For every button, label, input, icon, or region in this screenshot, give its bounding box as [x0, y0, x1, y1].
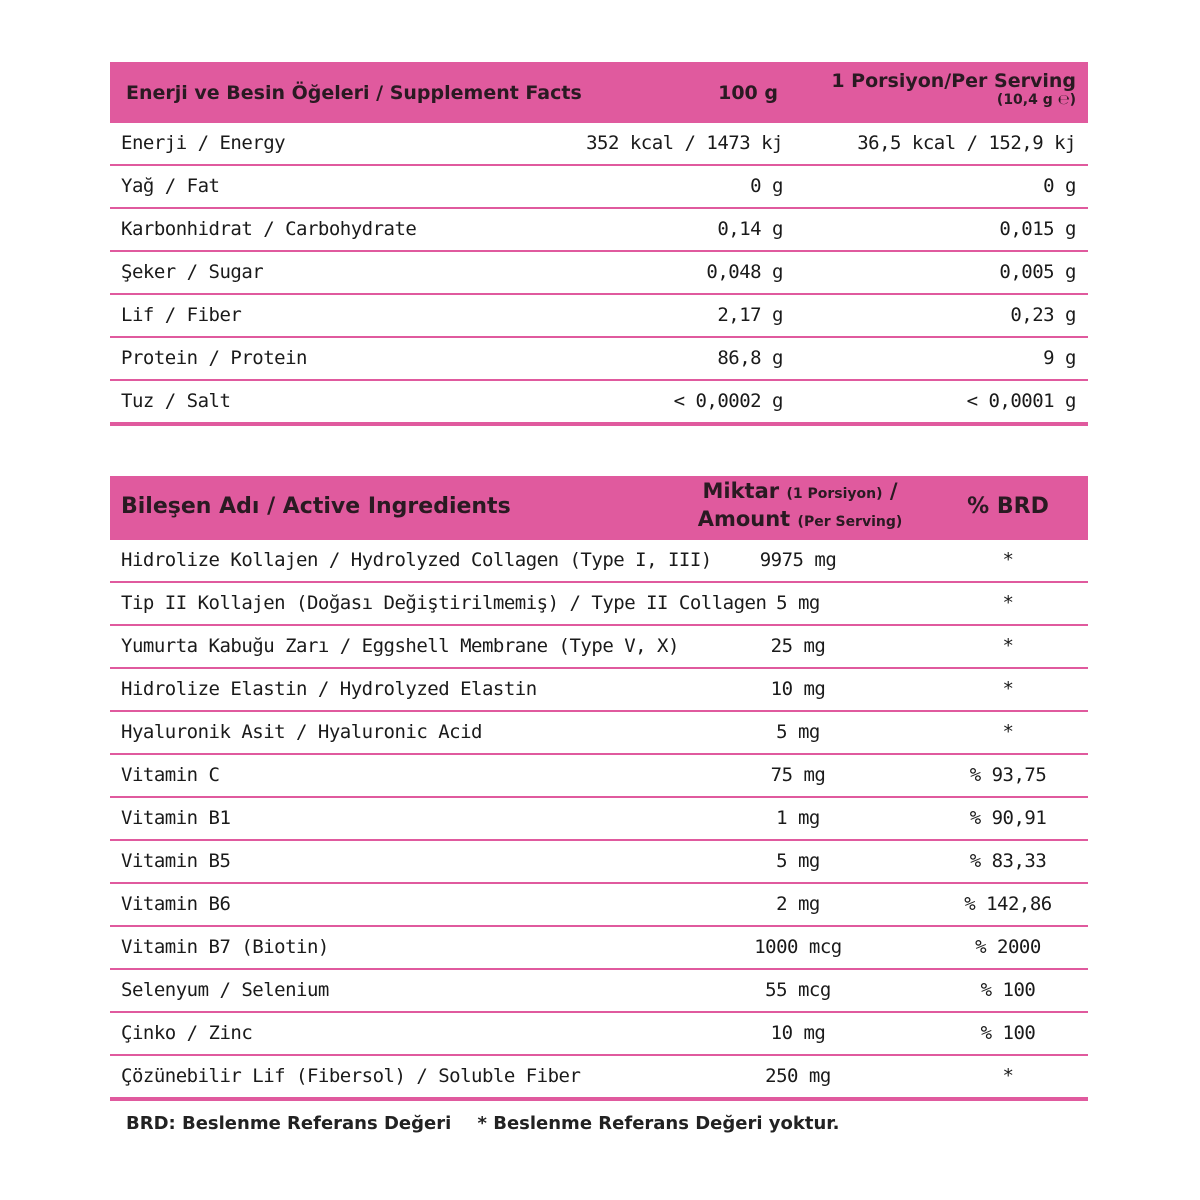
value-per-100g: 2,17 g	[717, 304, 783, 326]
header-amount	[680, 479, 920, 531]
nutrient-name: Enerji / Energy	[121, 132, 286, 154]
ingredient-brd: % 93,75	[969, 764, 1047, 786]
ingredient-brd: % 2000	[975, 936, 1041, 958]
ingredient-name: Çözünebilir Lif (Fibersol) / Soluble Fiber	[121, 1065, 581, 1087]
value-per-100g: 0 g	[750, 175, 783, 197]
ingredient-amount: 2 mg	[776, 893, 820, 915]
header-per-serving-title: 1 Porsiyon/Per Serving	[831, 70, 1076, 92]
value-per-100g: 352 kcal / 1473 kj	[586, 132, 783, 154]
ingredient-amount: 25 mg	[770, 635, 826, 657]
ingredient-amount: 250 mg	[765, 1065, 831, 1087]
header-amount-miktar: Miktar	[702, 479, 780, 503]
table-row	[110, 669, 1088, 712]
header-100g: 100 g	[718, 82, 778, 104]
nutrient-name: Lif / Fiber	[121, 304, 242, 326]
nutrient-name: Tuz / Salt	[121, 390, 231, 412]
header-amount-line1	[680, 479, 920, 503]
table-row	[110, 927, 1088, 970]
table-row	[110, 755, 1088, 798]
table-row	[110, 712, 1088, 755]
table-row	[110, 252, 1088, 295]
header-serving-size: (10,4 g ℮)	[996, 92, 1076, 108]
table-row	[110, 123, 1088, 166]
ingredient-brd: % 100	[980, 979, 1036, 1001]
table-row	[110, 540, 1088, 583]
value-per-serving: < 0,0001 g	[966, 390, 1076, 412]
ingredient-brd: *	[1002, 1065, 1014, 1087]
table-row	[110, 1056, 1088, 1101]
header-amount-porsiyon: (1 Porsiyon)	[786, 486, 883, 502]
value-per-100g: 0,14 g	[717, 218, 783, 240]
value-per-100g: 0,048 g	[706, 261, 783, 283]
table-row	[110, 970, 1088, 1013]
nutrient-name: Protein / Protein	[121, 347, 307, 369]
nutrient-name: Yağ / Fat	[121, 175, 220, 197]
ingredient-amount: 75 mg	[770, 764, 826, 786]
table-row	[110, 1013, 1088, 1056]
ingredient-brd: % 83,33	[969, 850, 1047, 872]
ingredient-amount: 1 mg	[776, 807, 820, 829]
value-per-serving: 0,015 g	[999, 218, 1076, 240]
table-row	[110, 338, 1088, 381]
value-per-serving: 0,23 g	[1010, 304, 1076, 326]
table-row	[110, 583, 1088, 626]
ingredient-name: Vitamin B1	[121, 807, 231, 829]
value-per-100g: 86,8 g	[717, 347, 783, 369]
table-row	[110, 841, 1088, 884]
ingredient-name: Hidrolize Kollajen / Hydrolyzed Collagen (Type I, III)	[121, 549, 712, 571]
active-ingredients-header	[110, 476, 1088, 540]
active-ingredients-rows	[110, 540, 1088, 1101]
active-ingredients-table	[110, 476, 1088, 1101]
footer-notes	[126, 1113, 839, 1134]
supplement-facts-rows	[110, 123, 1088, 426]
ingredient-name: Vitamin B6	[121, 893, 231, 915]
table-row	[110, 209, 1088, 252]
ingredient-amount: 9975 mg	[759, 549, 837, 571]
ingredient-amount: 1000 mcg	[754, 936, 842, 958]
ingredient-brd: % 90,91	[969, 807, 1047, 829]
table-row	[110, 798, 1088, 841]
ingredient-name: Vitamin B5	[121, 850, 231, 872]
ingredient-name: Çinko / Zinc	[121, 1022, 253, 1044]
value-per-serving: 0 g	[1043, 175, 1076, 197]
value-per-100g: < 0,0002 g	[673, 390, 783, 412]
ingredient-brd: *	[1002, 721, 1014, 743]
ingredient-name: Hyaluronik Asit / Hyaluronic Acid	[121, 721, 482, 743]
header-amount-slash: /	[889, 479, 898, 503]
ingredient-brd: *	[1002, 635, 1014, 657]
ingredient-brd: % 142,86	[964, 893, 1052, 915]
ingredient-name: Tip II Kollajen (Doğası Değiştirilmemiş) / Type II Collagen	[121, 592, 767, 614]
header-amount-per-serving: (Per Serving)	[797, 514, 903, 530]
supplement-facts-header	[110, 62, 1088, 123]
nutrient-name: Karbonhidrat / Carbohydrate	[121, 218, 417, 240]
header-brd: % BRD	[967, 494, 1049, 519]
ingredient-name: Yumurta Kabuğu Zarı / Eggshell Membrane (Type V, X)	[121, 635, 679, 657]
nutrient-name: Şeker / Sugar	[121, 261, 264, 283]
table-row	[110, 166, 1088, 209]
ingredient-brd: *	[1002, 549, 1014, 571]
table-row	[110, 381, 1088, 426]
header-amount-line2	[680, 507, 920, 531]
table-row	[110, 295, 1088, 338]
header-name: Enerji ve Besin Öğeleri / Supplement Facts	[126, 82, 582, 104]
ingredient-amount: 55 mcg	[765, 979, 831, 1001]
supplement-facts-table	[110, 62, 1088, 426]
value-per-serving: 36,5 kcal / 152,9 kj	[857, 132, 1076, 154]
footer-brd-note: BRD: Beslenme Referans Değeri	[126, 1113, 452, 1134]
ingredient-amount: 5 mg	[776, 850, 820, 872]
header-amount-amount: Amount	[697, 507, 791, 531]
ingredient-amount: 5 mg	[776, 592, 820, 614]
ingredient-brd: % 100	[980, 1022, 1036, 1044]
ingredient-amount: 5 mg	[776, 721, 820, 743]
ingredient-name: Hidrolize Elastin / Hydrolyzed Elastin	[121, 678, 537, 700]
ingredient-name: Vitamin C	[121, 764, 220, 786]
table-row	[110, 884, 1088, 927]
value-per-serving: 9 g	[1043, 347, 1076, 369]
ingredient-amount: 10 mg	[770, 678, 826, 700]
table-row	[110, 626, 1088, 669]
header-per-serving	[831, 70, 1076, 108]
ingredient-name: Vitamin B7 (Biotin)	[121, 936, 329, 958]
ingredient-brd: *	[1002, 592, 1014, 614]
ingredient-amount: 10 mg	[770, 1022, 826, 1044]
value-per-serving: 0,005 g	[999, 261, 1076, 283]
header-ingredient-name: Bileşen Adı / Active Ingredients	[121, 494, 511, 519]
ingredient-name: Selenyum / Selenium	[121, 979, 329, 1001]
ingredient-brd: *	[1002, 678, 1014, 700]
footer-star-note: * Beslenme Referans Değeri yoktur.	[477, 1113, 840, 1134]
